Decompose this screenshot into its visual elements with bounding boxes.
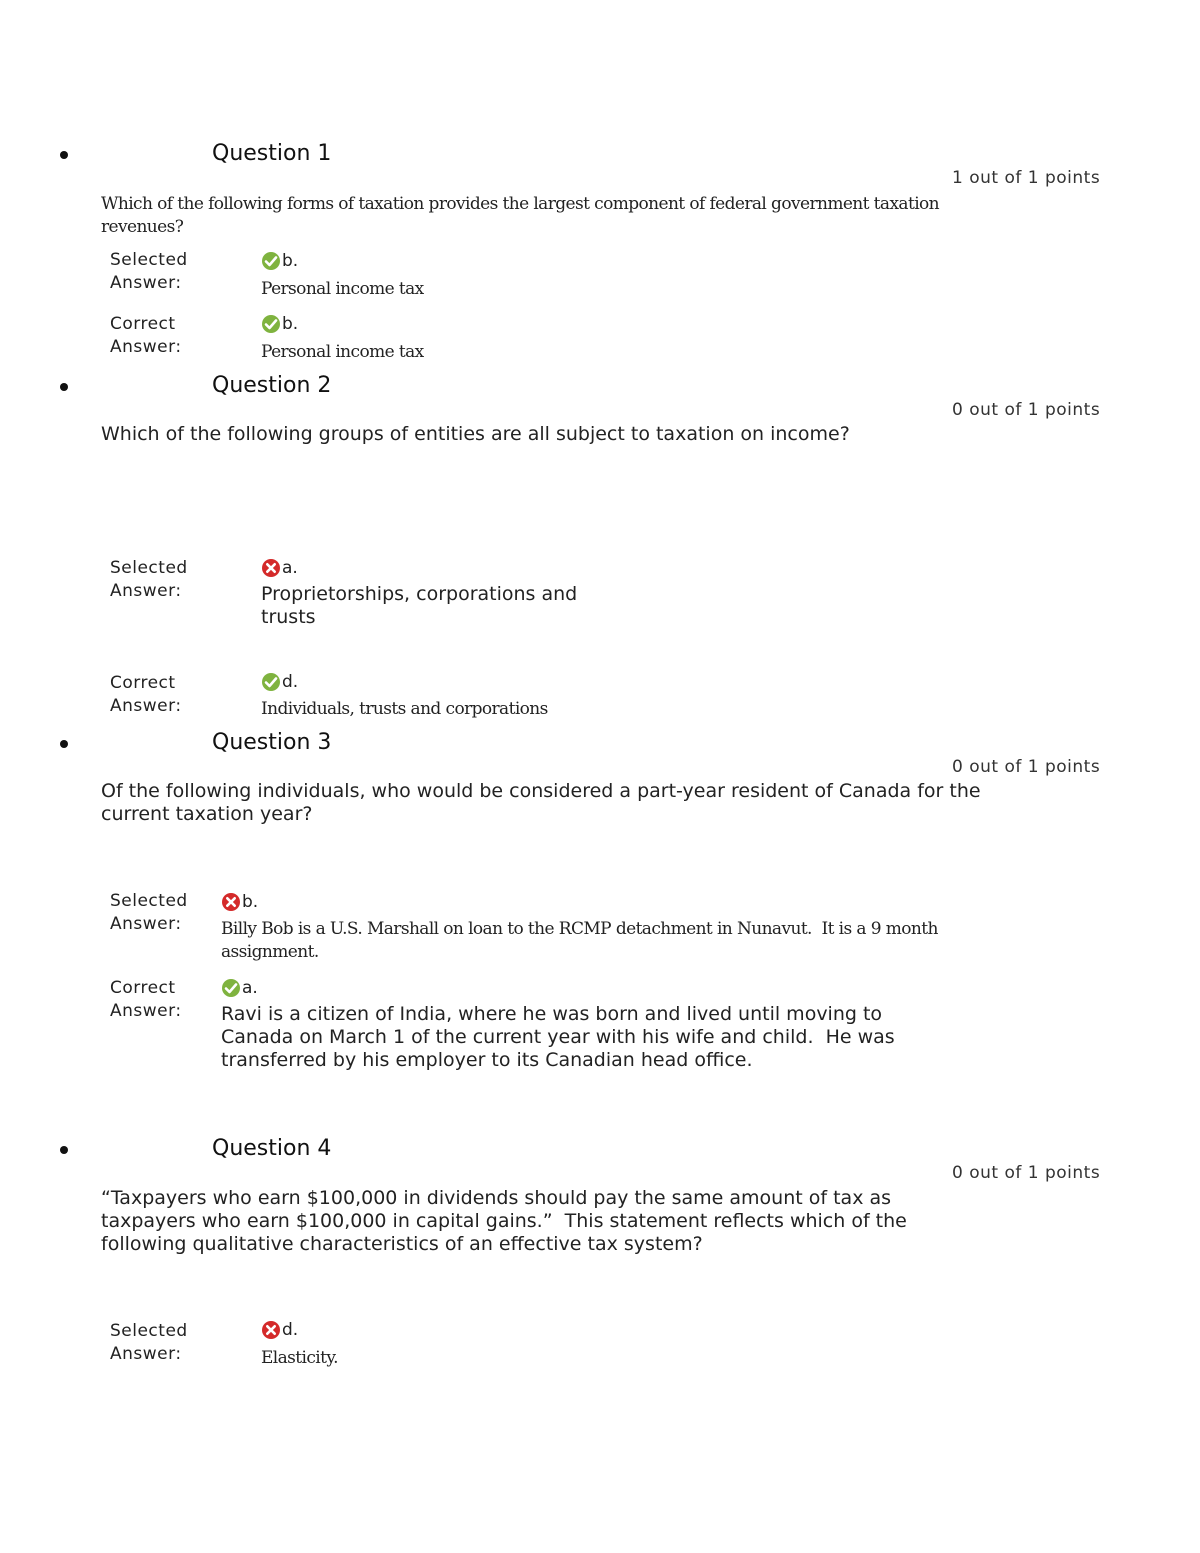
question-1-text: Which of the following forms of taxation provides the largest component of federal government taxation revenues? xyxy=(101,194,940,237)
x-circle-icon xyxy=(261,1320,281,1340)
question-3-correct-answer: Ravi is a citizen of India, where he was born and lived until moving to Canada on March 1 of the current year with his wife and child. He was transferred by his employer to its Canadian head office. xyxy=(221,1003,901,1071)
x-circle-icon xyxy=(261,558,281,578)
x-circle-icon xyxy=(221,892,241,912)
question-2-title: Question 2 xyxy=(212,373,332,398)
question-2-text: Which of the following groups of entities are all subject to taxation on income? xyxy=(101,423,850,445)
question-4-selected-label: Selected Answer: xyxy=(110,1321,188,1364)
question-1-bullet xyxy=(60,151,68,159)
question-4-text: “Taxpayers who earn $100,000 in dividends should pay the same amount of tax as taxpayers who earn $100,000 in capital gains.” This statement reflects which of the following qualitative characteristics of an effective tax system? xyxy=(101,1187,913,1255)
question-1-selected-letter: b. xyxy=(282,251,299,271)
question-2-selected-label: Selected Answer: xyxy=(110,558,188,601)
check-circle-icon xyxy=(221,978,241,998)
question-2-selected-letter: a. xyxy=(282,558,298,578)
question-3-bullet xyxy=(60,740,68,748)
question-2-selected-head xyxy=(261,558,298,578)
question-2-correct-head xyxy=(261,672,298,692)
question-4-points: 0 out of 1 points xyxy=(952,1163,1101,1183)
question-2-bullet xyxy=(60,383,68,391)
question-1-correct-answer: Personal income tax xyxy=(261,342,424,362)
question-4-selected-letter: d. xyxy=(282,1320,299,1340)
question-4-bullet xyxy=(60,1146,68,1154)
question-4-selected-head xyxy=(261,1320,298,1340)
question-4-selected-answer: Elasticity. xyxy=(261,1348,338,1368)
question-1-correct-head xyxy=(261,314,298,334)
question-3-title: Question 3 xyxy=(212,730,332,755)
question-4-title: Question 4 xyxy=(212,1136,332,1161)
question-1-selected-head xyxy=(261,251,298,271)
question-1-points: 1 out of 1 points xyxy=(952,168,1101,188)
question-3-correct-head xyxy=(221,978,258,998)
check-circle-icon xyxy=(261,672,281,692)
question-3-points: 0 out of 1 points xyxy=(952,757,1101,777)
question-2-points: 0 out of 1 points xyxy=(952,400,1101,420)
question-3-correct-label: Correct Answer: xyxy=(110,978,182,1021)
question-2-correct-answer: Individuals, trusts and corporations xyxy=(261,699,548,719)
question-3-correct-letter: a. xyxy=(242,978,258,998)
question-1-selected-answer: Personal income tax xyxy=(261,279,424,299)
question-1-selected-label: Selected Answer: xyxy=(110,250,188,293)
question-3-selected-head xyxy=(221,892,258,912)
check-circle-icon xyxy=(261,251,281,271)
question-2-selected-answer: Proprietorships, corporations and trusts xyxy=(261,583,578,628)
question-1-correct-letter: b. xyxy=(282,314,299,334)
question-2-correct-label: Correct Answer: xyxy=(110,673,182,716)
question-3-text: Of the following individuals, who would be considered a part-year resident of Canada for the current taxation year? xyxy=(101,780,981,825)
question-2-correct-letter: d. xyxy=(282,672,299,692)
question-3-selected-answer: Billy Bob is a U.S. Marshall on loan to the RCMP detachment in Nunavut. It is a 9 month assignment. xyxy=(221,919,943,962)
question-3-selected-label: Selected Answer: xyxy=(110,891,188,934)
question-1-title: Question 1 xyxy=(212,141,332,166)
check-circle-icon xyxy=(261,314,281,334)
question-3-selected-letter: b. xyxy=(242,892,259,912)
question-1-correct-label: Correct Answer: xyxy=(110,314,182,357)
